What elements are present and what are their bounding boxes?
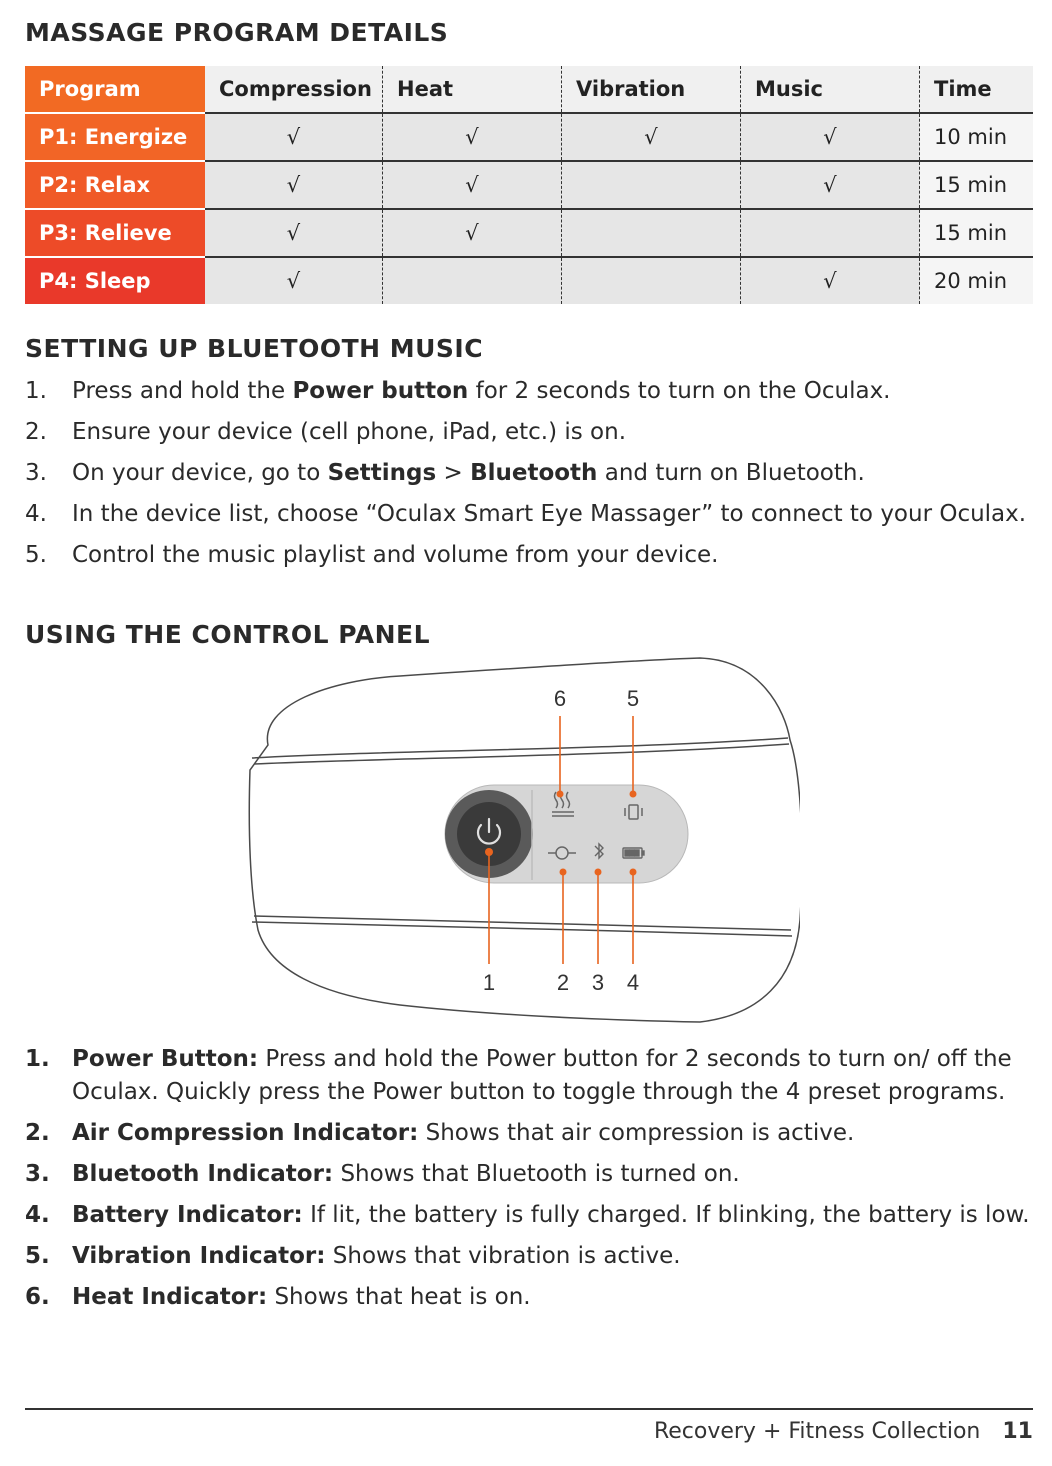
list-item — [25, 1199, 1033, 1232]
step-text: In the device list, choose “Oculax Smart Eye Massager” to connect to your Oculax. — [72, 501, 1027, 527]
callout-1: 1 — [482, 970, 496, 995]
item-label: Vibration Indicator: — [72, 1243, 326, 1269]
compression-cell: √ — [205, 113, 383, 161]
heat-cell: √ — [383, 113, 562, 161]
list-item — [25, 416, 1033, 449]
step-bold: Bluetooth — [470, 460, 598, 486]
heat-cell: √ — [383, 209, 562, 257]
callout-dot — [630, 869, 637, 876]
vibration-cell — [562, 257, 741, 304]
callout-5: 5 — [626, 686, 640, 711]
table-header-row — [25, 66, 1033, 113]
step-number: 1. — [25, 378, 47, 404]
control-panel-section-title: USING THE CONTROL PANEL — [25, 620, 431, 649]
col-header-heat: Heat — [383, 66, 562, 113]
time-cell: 15 min — [920, 209, 1034, 257]
item-number: 4. — [25, 1202, 50, 1228]
callout-dot — [595, 869, 602, 876]
program-name: P1: Energize — [25, 113, 205, 161]
callout-dot — [560, 869, 567, 876]
step-bold: Power button — [292, 378, 469, 404]
table-title: MASSAGE PROGRAM DETAILS — [25, 18, 449, 47]
control-panel-diagram — [240, 650, 800, 1034]
item-text: Shows that air compression is active. — [418, 1120, 855, 1146]
list-item — [25, 1158, 1033, 1191]
list-item — [25, 539, 1033, 572]
footer-divider — [25, 1408, 1033, 1410]
music-cell: √ — [741, 161, 920, 209]
compression-cell: √ — [205, 209, 383, 257]
bluetooth-steps-list — [25, 375, 1033, 580]
compression-cell: √ — [205, 257, 383, 304]
col-header-vibration: Vibration — [562, 66, 741, 113]
vibration-cell — [562, 209, 741, 257]
program-table — [25, 66, 1033, 304]
callout-6: 6 — [553, 686, 567, 711]
callout-4: 4 — [626, 970, 640, 995]
vibration-cell: √ — [562, 113, 741, 161]
music-cell: √ — [741, 257, 920, 304]
table-row — [25, 113, 1033, 161]
list-item — [25, 1281, 1033, 1314]
step-text: for 2 seconds to turn on the Oculax. — [468, 378, 891, 404]
step-text: Control the music playlist and volume from your device. — [72, 542, 719, 568]
step-number: 2. — [25, 419, 47, 445]
col-header-time: Time — [920, 66, 1034, 113]
item-text: Shows that Bluetooth is turned on. — [333, 1161, 740, 1187]
list-item — [25, 375, 1033, 408]
step-text: On your device, go to — [72, 460, 328, 486]
list-item — [25, 1117, 1033, 1150]
item-number: 6. — [25, 1284, 50, 1310]
music-cell: √ — [741, 113, 920, 161]
col-header-program: Program — [25, 66, 205, 113]
step-text: and turn on Bluetooth. — [597, 460, 865, 486]
item-text: Press and hold the Power button for 2 seconds to turn on/ off the Oculax. Quickly press the Power button to toggle through the 4 preset programs. — [72, 1046, 1012, 1105]
list-item — [25, 498, 1033, 531]
step-text: Press and hold the — [72, 378, 293, 404]
compression-cell: √ — [205, 161, 383, 209]
bluetooth-section-title: SETTING UP BLUETOOTH MUSIC — [25, 334, 484, 363]
step-number: 4. — [25, 501, 47, 527]
table-row — [25, 161, 1033, 209]
time-cell: 15 min — [920, 161, 1034, 209]
item-label: Bluetooth Indicator: — [72, 1161, 334, 1187]
step-bold: Settings — [327, 460, 437, 486]
item-label: Air Compression Indicator: — [72, 1120, 419, 1146]
callout-2: 2 — [556, 970, 570, 995]
list-item — [25, 457, 1033, 490]
list-item — [25, 1240, 1033, 1273]
collection-name: Recovery + Fitness Collection — [653, 1419, 981, 1444]
heat-cell — [383, 257, 562, 304]
item-label: Power Button: — [72, 1046, 259, 1072]
item-label: Battery Indicator: — [72, 1202, 303, 1228]
program-name: P4: Sleep — [25, 257, 205, 304]
col-header-music: Music — [741, 66, 920, 113]
program-name: P2: Relax — [25, 161, 205, 209]
item-label: Heat Indicator: — [72, 1284, 268, 1310]
time-cell: 20 min — [920, 257, 1034, 304]
program-name: P3: Relieve — [25, 209, 205, 257]
callout-dot — [630, 791, 637, 798]
table-row — [25, 257, 1033, 304]
item-number: 5. — [25, 1243, 50, 1269]
item-number: 2. — [25, 1120, 50, 1146]
time-cell: 10 min — [920, 113, 1034, 161]
vibration-cell — [562, 161, 741, 209]
step-number: 3. — [25, 460, 47, 486]
step-text: > — [436, 460, 471, 486]
music-cell — [741, 209, 920, 257]
callout-dot — [485, 848, 493, 856]
page-footer — [654, 1419, 1033, 1444]
item-text: If lit, the battery is fully charged. If blinking, the battery is low. — [302, 1202, 1030, 1228]
item-number: 3. — [25, 1161, 50, 1187]
callout-dot — [557, 791, 564, 798]
control-items-list — [25, 1043, 1033, 1322]
page-number: 11 — [1002, 1419, 1033, 1444]
list-item — [25, 1043, 1033, 1109]
col-header-compression: Compression — [205, 66, 383, 113]
table-row — [25, 209, 1033, 257]
callout-3: 3 — [591, 970, 605, 995]
step-number: 5. — [25, 542, 47, 568]
item-text: Shows that vibration is active. — [325, 1243, 681, 1269]
step-text: Ensure your device (cell phone, iPad, etc.) is on. — [72, 419, 627, 445]
heat-cell: √ — [383, 161, 562, 209]
item-text: Shows that heat is on. — [267, 1284, 531, 1310]
item-number: 1. — [25, 1046, 50, 1072]
